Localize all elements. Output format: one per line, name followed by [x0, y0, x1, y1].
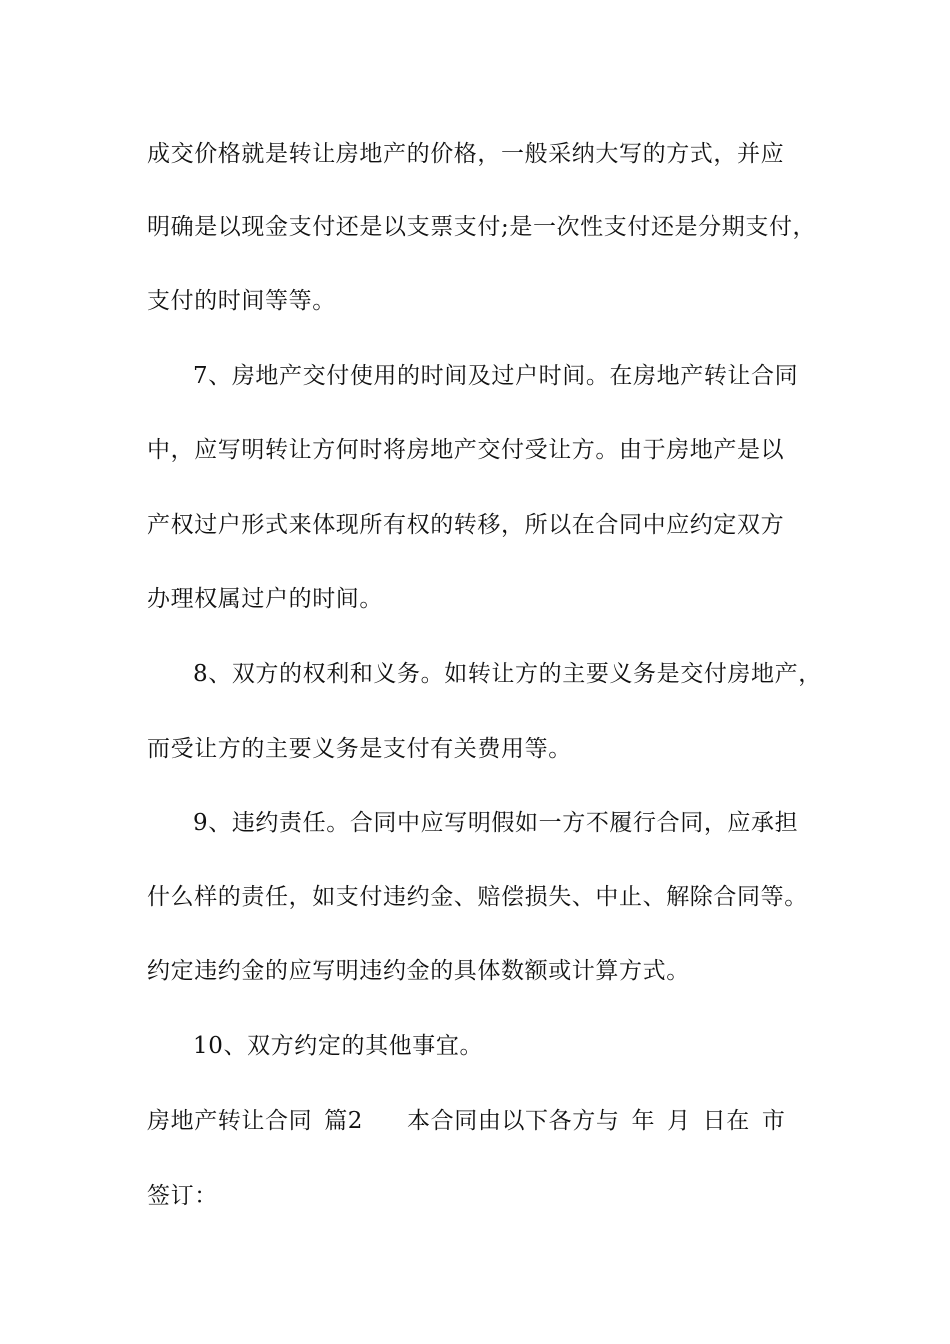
intro-day: 日在	[702, 1108, 750, 1134]
text-line: 明确是以现金支付还是以支票支付;是一次性支付还是分期支付，	[147, 214, 817, 240]
intro-month: 月	[667, 1108, 691, 1134]
text-line: 签订：	[147, 1183, 218, 1209]
paragraph-9-line: 9、违约责任。合同中应写明假如一方不履行合同，应承担	[193, 810, 799, 836]
text-line: 约定违约金的应写明违约金的具体数额或计算方式。	[147, 958, 690, 984]
text-line: 而受让方的主要义务是支付有关费用等。	[147, 736, 572, 762]
text-line: 什么样的责任，如支付违约金、赔偿损失、中止、解除合同等。	[147, 884, 808, 910]
text-line: 办理权属过户的时间。	[147, 586, 383, 612]
intro-text: 本合同由以下各方与	[407, 1108, 620, 1134]
paragraph-10-line: 10、双方约定的其他事宜。	[193, 1033, 484, 1059]
section-heading-line	[147, 1106, 785, 1136]
text-line: 产权过户形式来体现所有权的转移，所以在合同中应约定双方	[147, 512, 785, 538]
text-line: 支付的时间等等。	[147, 288, 336, 314]
section-label: 篇2	[324, 1108, 364, 1134]
text-line: 中，应写明转让方何时将房地产交付受让方。由于房地产是以	[147, 437, 785, 463]
paragraph-8-line: 8、双方的权利和义务。如转让方的主要义务是交付房地产，	[193, 661, 822, 687]
text-line: 成交价格就是转让房地产的价格，一般采纳大写的方式，并应	[147, 141, 785, 167]
intro-city: 市	[761, 1108, 786, 1134]
paragraph-7-line: 7、房地产交付使用的时间及过户时间。在房地产转让合同	[193, 363, 799, 389]
intro-year: 年	[631, 1108, 656, 1134]
section-title: 房地产转让合同	[147, 1108, 313, 1134]
